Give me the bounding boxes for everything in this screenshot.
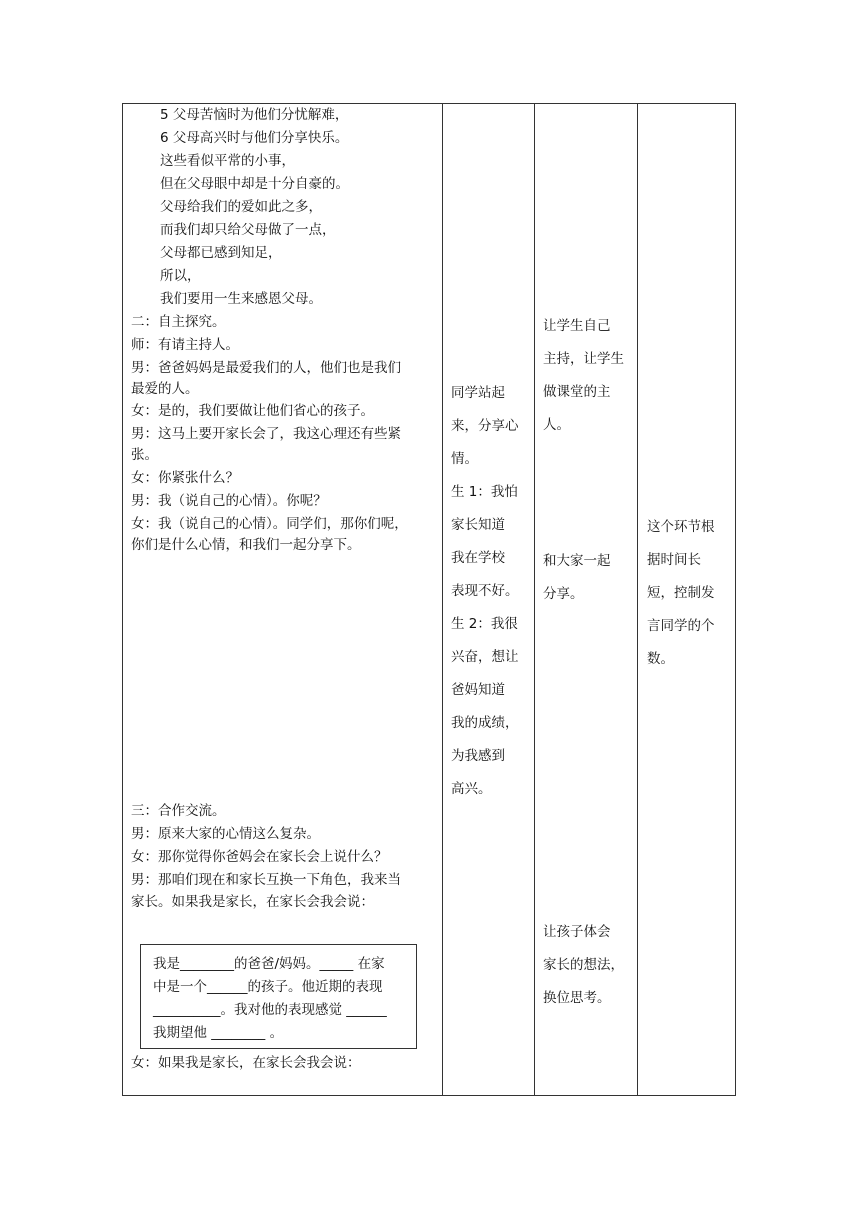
text-line: 和大家一起 — [543, 553, 611, 569]
text-line: 我的成绩， — [451, 715, 519, 731]
text-line: 主持，让学生 — [543, 351, 624, 367]
text-line: 这个环节根 — [647, 519, 715, 535]
text-line: 师：有请主持人。 — [131, 337, 239, 353]
fill-in-line: 中是一个______的孩子。他近期的表现 — [153, 979, 383, 995]
text-line: 高兴。 — [451, 781, 492, 797]
student-activity-column — [443, 104, 534, 1095]
text-line: 据时间长 — [647, 552, 701, 568]
design-intent-column — [535, 104, 637, 1095]
text-line: 张。 — [131, 447, 158, 463]
text-line: 情。 — [451, 451, 478, 467]
text-line: 同学站起 — [451, 385, 505, 401]
text-line: 短，控制发 — [647, 585, 715, 601]
text-line: 为我感到 — [451, 748, 505, 764]
text-line: 男：这马上要开家长会了，我这心理还有些紧 — [131, 426, 401, 442]
text-line: 言同学的个 — [647, 618, 715, 634]
fill-in-box — [140, 944, 417, 1049]
text-line: 父母都已感到知足， — [160, 245, 282, 261]
text-line: 家长的想法， — [543, 957, 624, 973]
text-line: 二：自主探究。 — [131, 314, 226, 330]
notes-column — [638, 104, 736, 1095]
text-line: 做课堂的主 — [543, 384, 611, 400]
text-line: 我在学校 — [451, 550, 505, 566]
text-line: 但在父母眼中却是十分自豪的。 — [160, 176, 349, 192]
text-line: 数。 — [647, 651, 674, 667]
text-line: 最爱的人。 — [131, 381, 199, 397]
text-line: 女：那你觉得你爸妈会在家长会上说什么？ — [131, 849, 388, 865]
text-line: 我们要用一生来感恩父母。 — [160, 291, 322, 307]
text-line: 生 1：我怕 — [451, 484, 518, 500]
text-line: 来，分享心 — [451, 418, 519, 434]
text-line: 女：我（说自己的心情）。同学们，那你们呢， — [131, 516, 408, 532]
text-line: 女：如果我是家长，在家长会我会说： — [131, 1055, 361, 1071]
text-line: 让孩子体会 — [543, 924, 611, 940]
text-line: 生 2：我很 — [451, 616, 518, 632]
text-line: 所以， — [160, 268, 201, 284]
teaching-process-column — [123, 104, 442, 1095]
text-line: 家长。如果我是家长，在家长会我会说： — [131, 894, 374, 910]
fill-in-line: __________。我对他的表现感觉 ______ — [153, 1002, 387, 1018]
text-line: 这些看似平常的小事， — [160, 153, 295, 169]
text-line: 兴奋，想让 — [451, 649, 519, 665]
text-line: 男：那咱们现在和家长互换一下角色，我来当 — [131, 872, 401, 888]
fill-in-line: 我期望他 ________ 。 — [153, 1025, 284, 1041]
text-line: 爸妈知道 — [451, 682, 505, 698]
lesson-plan-table — [122, 103, 736, 1096]
fill-in-line: 我是________的爸爸/妈妈。_____ 在家 — [153, 956, 385, 972]
text-line: 人。 — [543, 417, 570, 433]
text-line: 让学生自己 — [543, 318, 611, 334]
text-line: 女：你紧张什么？ — [131, 470, 239, 486]
text-line: 男：爸爸妈妈是最爱我们的人，他们也是我们 — [131, 360, 401, 376]
text-line: 三：合作交流。 — [131, 803, 226, 819]
text-line: 男：我（说自己的心情）。你呢？ — [131, 493, 327, 509]
text-line: 你们是什么心情，和我们一起分享下。 — [131, 537, 361, 553]
text-line: 女：是的，我们要做让他们省心的孩子。 — [131, 403, 374, 419]
text-line: 家长知道 — [451, 517, 505, 533]
text-line: 而我们却只给父母做了一点， — [160, 222, 336, 238]
text-line: 男：原来大家的心情这么复杂。 — [131, 826, 320, 842]
text-line: 分享。 — [543, 586, 584, 602]
text-line: 5 父母苦恼时为他们分忧解难， — [160, 107, 349, 123]
text-line: 换位思考。 — [543, 990, 611, 1006]
text-line: 6 父母高兴时与他们分享快乐。 — [160, 130, 349, 146]
text-line: 表现不好。 — [451, 583, 519, 599]
text-line: 父母给我们的爱如此之多， — [160, 199, 322, 215]
